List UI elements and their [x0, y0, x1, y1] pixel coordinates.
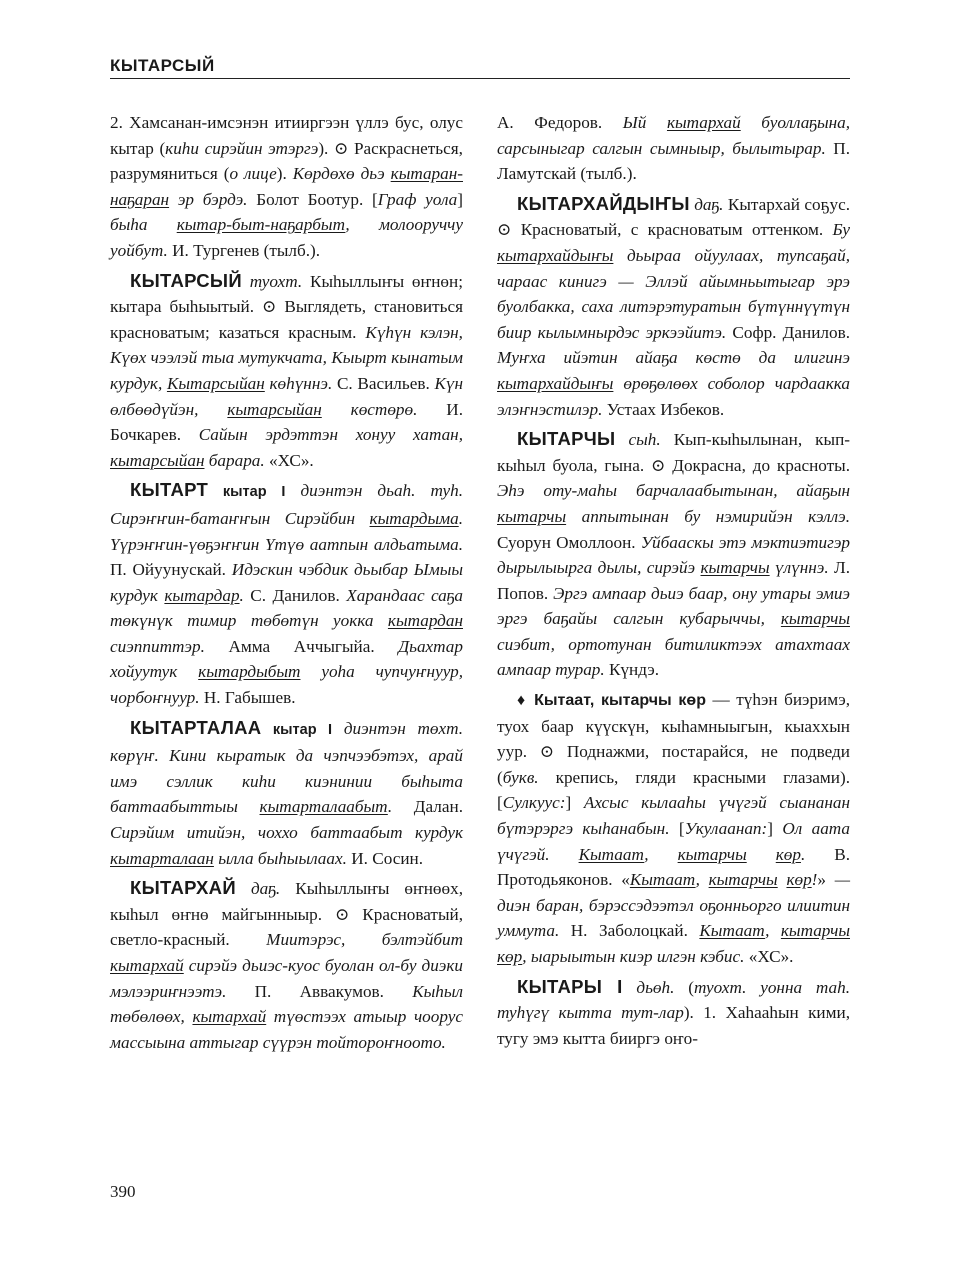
entry-continuation: 2. Хамсанан-имсэнэн итииргээн үллэ бус, олус кытар (киһи сирэйин этэргэ). ⊙ Раскраснеться, разрумяниться (о лице). Көрдөхө дьэ кытаран-наҕаран эр бэрдэ. Болот Боотур. [Граф уола] быһа кытар-быт-наҕарбыт, молооруччу уойбут. И. Тургенев (тылб.). [110, 113, 463, 260]
idiom-kytaat: ♦ Кытаат, кытарчы көр — түһэн биэримэ, туох баар күүскүн, кыһамныыгын, кыаххын уур. ⊙ Поднажми, постарайся, не подведи (букв. крепись, гляди красными глазами). [Сулкуус:] Ахсыс кылааһы үчүгэй сыананан бүтэрэргэ кыһанабын. [Укулаанап:] Ол аата үчүгэй. Кытаат, кытарчы көр. В. Протодьяконов. «Кытаат, кытарчы көр!» — диэн баран, бэрэссэдээтэл оҕонньорго илиитин уммута. Н. Заболоцкай. Кытаат, кытарчы көр, ыарыытын киэр илгэн кэбис. «ХС». [497, 690, 851, 966]
headword: КЫТАРСЫЙ [130, 269, 242, 291]
headword-ref: кытар I [208, 484, 286, 501]
headword: КЫТАРХАЙДЫҤЫ [517, 192, 690, 214]
headword: КЫТАРЧЫ [517, 428, 616, 450]
left-column [110, 110, 463, 1059]
idiom-headword: ♦ Кытаат, кытарчы көр [517, 692, 706, 710]
entry-kytart: КЫТАРТ кытар I диэнтэн дьаһ. туһ. Сирэҥҥин-батаҥҥын Сирэйбин кытардыма. Үүрэҥҥин-үөҕэҥҥин Үтүө аатпын алдьатыма. П. Ойуунускай. Идэскин чэбдик дьыбар Ымыы курдук кытардар. С. Данилов. Харандаас саҕа төкүнүк тимир төбөтүн уокка кытардан сиэппиттэр. Амма Аччыгыйа. Дьахтар хойуутук кытардыбыт уоһа чупчуҥнуур, чорбоҥнуур. Н. Габышев. [110, 479, 464, 708]
headword: КЫТАРТ [130, 479, 209, 501]
entry-kytartalaa: КЫТАРТАЛАА кытар I диэнтэн төхт. көрүҥ. Кини кыратык да чэпчээбэтэх, арай имэ сэллик киһи киэнинии быһыта баттаабыттыы кытарталаабыт. Далан. Сирэйим итийэн, чоххо баттаабыт курдук кытарталаан ылла быһыылаах. И. Сосин. [110, 716, 464, 868]
headword: КЫТАРТАЛАА [130, 716, 262, 738]
headword-ref: кытар I [261, 721, 333, 738]
entry-kytarkhai: КЫТАРХАЙ даҕ. Кыһыллыҥы өҥнөөх, кыһыл өҥнө майгынныыр. ⊙ Красноватый, светло-красный. Миитэрэс, бэлтэйбит кытархай сирэйэ дьиэс-куос буолан ол-бу диэки мэлээриҥнээтэ. П. Аввакумов. Кыһыл төбөлөөх, кытархай түөстээх атыыр чоорус массыына аттыгар сүүрэн тойтороҥноото. [110, 877, 463, 1052]
headword: КЫТАРХАЙ [130, 877, 236, 899]
running-head: КЫТАРСЫЙ [110, 56, 215, 75]
entry-kytarkhaidyngy: КЫТАРХАЙДЫҤЫ даҕ. Кытархай соҕус. ⊙ Красноватый, с красноватым оттенком. Бу кытархайдыҥы дьыраа ойуулаах, тупсаҕай, чараас кинигэ — Эллэй айымньытыгар эрэ буолбакка, саха литэрэтуратын бүтүннүүтүн биир кылымнырдэс эркээйитэ. Софр. Данилов. Муҥха ийэтин айаҕа көстө да илигинэ кытархайдыҥы өрөҕөлөөх соболор чардаакка элэҥнэстилэр. Устаах Избеков. [497, 192, 851, 419]
page-number: 390 [110, 1182, 136, 1201]
right-column [497, 110, 850, 1055]
headword: КЫТАРЫ I [517, 975, 623, 997]
entry-kytary: КЫТАРЫ I дьөһ. (туохт. уонна таһ. туһүгү кытта тут-лар). 1. Хаһааһын кими, тугу эмэ кытта бииргэ оҥо- [497, 975, 851, 1048]
header-rule [110, 78, 850, 79]
entry-kytarsyi: КЫТАРСЫЙ туохт. Кыһыллыҥы өҥнөн; кытара быһыытый. ⊙ Выглядеть, становиться красноватым; казаться красным. Күһүн кэлэн, Күөх чээлэй тыа мутукчата, Кыырт кынатым курдук, Кытарсыйан көһүннэ. С. Васильев. Күн өлбөөдүйэн, кытарсыйан көстөрө. И. Бочкарев. Сайын эрдэттэн хонуу хатан, кытарсыйан барара. «ХС». [110, 269, 464, 470]
entry-continuation: А. Федоров. Ый кытархай буоллаҕына, сарсыныгар салгын сымныыр, былытырар. П. Ламутскай (тылб.). [497, 113, 850, 184]
entry-kytarchy: КЫТАРЧЫ сыһ. Кып-кыһылынан, кып-кыһыл буола, гына. ⊙ Докрасна, до красноты. Эһэ оту-маһы барчалаабытынан, айаҕын кытарчы аппытынан бу нэмирийэн кэллэ. Суорун Омоллоон. Уйбааскы этэ мэктиэтигэр дырылыырга дылы, сирэйэ кытарчы үлүннэ. Л. Попов. Эргэ ампаар дьиэ баар, ону утары эмиэ эргэ баҕайы салгын кубарыччы, кытарчы сиэбит, ортотунан битиликтээх атахтаах ампаар турар. Күндэ. [497, 428, 851, 680]
